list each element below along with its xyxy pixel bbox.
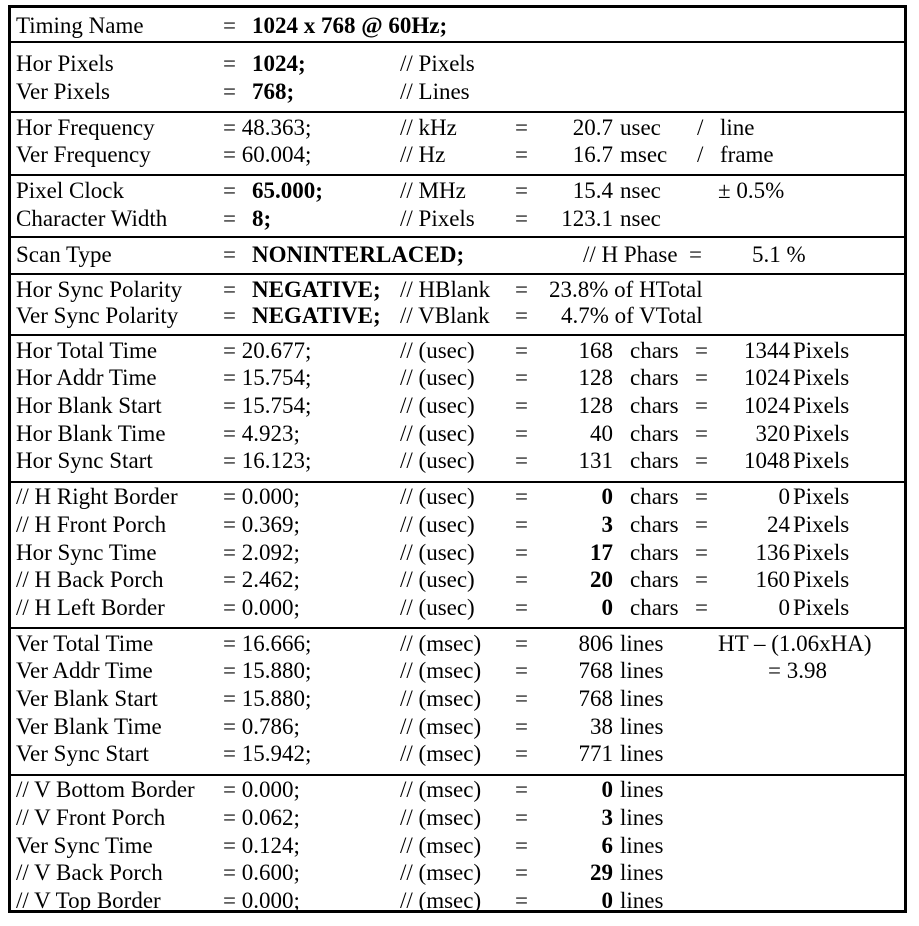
pixels-value: 1024 [744, 365, 790, 390]
equals-sign: = [515, 484, 528, 509]
equals-sign: = [515, 658, 528, 683]
ver-note-line1: HT – (1.06xHA) [718, 631, 872, 656]
row-label: Ver Sync Polarity [16, 303, 179, 328]
equals-sign: = [515, 206, 528, 231]
row-comment: // HBlank [400, 277, 491, 302]
row-value: NEGATIVE; [252, 303, 381, 328]
h-phase-value: 5.1 % [752, 242, 806, 267]
chars-unit: chars [630, 484, 679, 509]
hor-timing-row [0, 337, 919, 365]
chars-value: 0 [601, 484, 613, 509]
row-comment: // Hz [400, 142, 446, 167]
equals-sign: = [515, 303, 528, 328]
timing-name-value: 1024 x 768 @ 60Hz; [252, 13, 448, 38]
equals-sign: = [695, 393, 708, 418]
row-comment: // Lines [400, 79, 470, 104]
row-label: // V Front Porch [16, 805, 166, 830]
row-comment: // (msec) [400, 805, 482, 830]
row-comment: // (msec) [400, 686, 482, 711]
equals-sign: = [515, 540, 528, 565]
ver-detail-row [0, 887, 919, 915]
ver-detail-row [0, 804, 919, 832]
period-value: 15.4 [572, 178, 613, 203]
equals-sign: = [515, 860, 528, 885]
row-comment: // (msec) [400, 714, 482, 739]
row-comment: // kHz [400, 115, 457, 140]
tolerance: ± 0.5% [718, 178, 785, 203]
equals-sign: = [223, 79, 236, 104]
chars-unit: chars [630, 595, 679, 620]
lines-value: 0 [601, 888, 613, 913]
row-comment: // (usec) [400, 393, 475, 418]
chars-value: 128 [578, 393, 613, 418]
divider [8, 174, 907, 176]
row-value: 65.000; [252, 178, 323, 203]
equals-sign: = [695, 338, 708, 363]
equals-sign: = [223, 277, 236, 302]
divider [8, 111, 907, 113]
hor-detail-row [0, 483, 919, 511]
hor-detail-row [0, 511, 919, 539]
slash: / [697, 142, 704, 167]
row-value: = 0.000; [223, 777, 300, 802]
divider [8, 334, 907, 336]
row-label: Hor Total Time [16, 338, 158, 363]
row-label: // V Bottom Border [16, 777, 195, 802]
equals-sign: = [515, 115, 528, 140]
timing-name-row [0, 12, 919, 40]
row-value: = 0.600; [223, 860, 300, 885]
pixel-clock-row [0, 177, 919, 205]
equals-sign: = [515, 631, 528, 656]
equals-sign: = [515, 393, 528, 418]
row-label: Character Width [16, 206, 168, 231]
row-comment: // VBlank [400, 303, 490, 328]
row-label: // V Top Border [16, 888, 161, 913]
period-value: 16.7 [572, 142, 613, 167]
chars-value: 168 [578, 338, 613, 363]
row-comment: // Pixels [400, 206, 475, 231]
row-label: // H Front Porch [16, 512, 167, 537]
row-value: = 2.092; [223, 540, 300, 565]
row-label: Ver Pixels [16, 79, 110, 104]
row-label: Pixel Clock [16, 178, 124, 203]
equals-sign: = [223, 303, 236, 328]
equals-sign: = [515, 833, 528, 858]
ver-sync-polarity-row [0, 302, 919, 330]
equals-sign: = [695, 595, 708, 620]
equals-sign: = [515, 714, 528, 739]
ver-detail-row [0, 832, 919, 860]
ver-detail-row [0, 776, 919, 804]
row-value: = 0.000; [223, 484, 300, 509]
period-unit: nsec [620, 178, 661, 203]
row-label: Hor Sync Polarity [16, 277, 183, 302]
divider [8, 273, 907, 275]
character-width-row [0, 205, 919, 233]
equals-sign: = [695, 365, 708, 390]
row-label: Hor Sync Time [16, 540, 157, 565]
period-value: 123.1 [561, 206, 613, 231]
h-phase-label: // H Phase = [583, 242, 703, 267]
row-label: Ver Sync Start [16, 741, 149, 766]
equals-sign: = [515, 448, 528, 473]
period-unit: usec [620, 115, 661, 140]
row-value: = 0.124; [223, 833, 300, 858]
blank-percent: 4.7% of VTotal [561, 303, 703, 328]
row-comment: // (msec) [400, 888, 482, 913]
equals-sign: = [223, 242, 236, 267]
row-label: Scan Type [16, 242, 112, 267]
hor-detail-row [0, 539, 919, 567]
chars-unit: chars [630, 421, 679, 446]
chars-unit: chars [630, 567, 679, 592]
chars-value: 17 [590, 540, 613, 565]
equals-sign: = [695, 421, 708, 446]
lines-value: 3 [601, 805, 613, 830]
row-value: = 0.000; [223, 595, 300, 620]
row-comment: // (usec) [400, 512, 475, 537]
lines-value: 768 [578, 658, 613, 683]
lines-unit: lines [620, 777, 664, 802]
divider [8, 41, 907, 43]
ver-timing-row [0, 685, 919, 713]
equals-sign: = [223, 51, 236, 76]
ver-frequency-row [0, 141, 919, 169]
pixels-unit: Pixels [793, 567, 850, 592]
equals-sign: = [695, 567, 708, 592]
equals-sign: = [515, 178, 528, 203]
pixels-value: 0 [778, 595, 790, 620]
equals-sign: = [223, 178, 236, 203]
equals-sign: = [515, 365, 528, 390]
row-value: = 0.000; [223, 888, 300, 913]
row-comment: // (msec) [400, 631, 482, 656]
period-value: 20.7 [572, 115, 613, 140]
pixels-unit: Pixels [793, 484, 850, 509]
lines-value: 768 [578, 686, 613, 711]
row-value: 768; [252, 79, 295, 104]
pixels-unit: Pixels [793, 421, 850, 446]
hor-pixels-row [0, 50, 919, 78]
ver-note-line2: = 3.98 [768, 658, 827, 683]
period-unit: msec [620, 142, 668, 167]
scan-type-row [0, 241, 919, 269]
lines-unit: lines [620, 833, 664, 858]
row-label: // H Right Border [16, 484, 178, 509]
row-value: = 20.677; [223, 338, 312, 363]
pixels-value: 1048 [744, 448, 790, 473]
chars-value: 128 [578, 365, 613, 390]
ver-timing-row [0, 713, 919, 741]
hor-timing-row [0, 420, 919, 448]
pixels-unit: Pixels [793, 448, 850, 473]
row-label: Ver Sync Time [16, 833, 153, 858]
lines-unit: lines [620, 741, 664, 766]
row-label: Hor Blank Time [16, 421, 166, 446]
lines-value: 29 [590, 860, 613, 885]
equals-sign: = [515, 338, 528, 363]
pixels-unit: Pixels [793, 595, 850, 620]
lines-unit: lines [620, 805, 664, 830]
row-value: = 0.369; [223, 512, 300, 537]
row-label: // V Back Porch [16, 860, 163, 885]
equals-sign: = [695, 448, 708, 473]
lines-unit: lines [620, 888, 664, 913]
row-comment: // MHz [400, 178, 466, 203]
period-unit: nsec [620, 206, 661, 231]
chars-unit: chars [630, 540, 679, 565]
row-comment: // (usec) [400, 338, 475, 363]
period-per: line [720, 115, 755, 140]
hor-timing-row [0, 447, 919, 475]
row-comment: // Pixels [400, 51, 475, 76]
row-label: // H Back Porch [16, 567, 164, 592]
row-value: 1024; [252, 51, 306, 76]
chars-value: 20 [590, 567, 613, 592]
equals-sign: = [515, 686, 528, 711]
row-label: Hor Addr Time [16, 365, 157, 390]
hor-timing-row [0, 364, 919, 392]
row-value: = 15.942; [223, 741, 312, 766]
row-value: = 4.923; [223, 421, 300, 446]
chars-unit: chars [630, 393, 679, 418]
lines-value: 6 [601, 833, 613, 858]
equals-sign: = [515, 277, 528, 302]
chars-unit: chars [630, 338, 679, 363]
blank-percent: 23.8% of HTotal [549, 277, 703, 302]
equals-sign: = [695, 484, 708, 509]
row-label: Ver Blank Start [16, 686, 158, 711]
equals-sign: = [695, 512, 708, 537]
hor-sync-polarity-row [0, 276, 919, 304]
pixels-value: 0 [778, 484, 790, 509]
row-comment: // (usec) [400, 421, 475, 446]
period-per: frame [720, 142, 774, 167]
row-value: 8; [252, 206, 272, 231]
hor-detail-row [0, 594, 919, 622]
row-comment: // (usec) [400, 365, 475, 390]
lines-unit: lines [620, 860, 664, 885]
chars-value: 0 [601, 595, 613, 620]
lines-value: 806 [578, 631, 613, 656]
row-comment: // (usec) [400, 567, 475, 592]
chars-unit: chars [630, 365, 679, 390]
equals-sign: = [223, 13, 236, 38]
row-label: Hor Blank Start [16, 393, 162, 418]
lines-unit: lines [620, 658, 664, 683]
pixels-value: 24 [767, 512, 790, 537]
divider [8, 236, 907, 238]
slash: / [697, 115, 704, 140]
lines-unit: lines [620, 686, 664, 711]
pixels-value: 1024 [744, 393, 790, 418]
chars-unit: chars [630, 512, 679, 537]
equals-sign: = [515, 888, 528, 913]
row-label: // H Left Border [16, 595, 165, 620]
row-comment: // (usec) [400, 484, 475, 509]
equals-sign: = [515, 142, 528, 167]
row-comment: // (msec) [400, 741, 482, 766]
row-comment: // (usec) [400, 540, 475, 565]
hor-frequency-row [0, 114, 919, 142]
pixels-value: 160 [755, 567, 790, 592]
equals-sign: = [695, 540, 708, 565]
hor-detail-row [0, 566, 919, 594]
ver-detail-row [0, 859, 919, 887]
chars-value: 131 [578, 448, 613, 473]
pixels-unit: Pixels [793, 393, 850, 418]
row-label: Hor Pixels [16, 51, 114, 76]
pixels-value: 320 [755, 421, 790, 446]
row-label: Ver Frequency [16, 142, 151, 167]
row-value: = 16.123; [223, 448, 312, 473]
row-label: Ver Addr Time [16, 658, 153, 683]
row-comment: // (msec) [400, 658, 482, 683]
row-comment: // (msec) [400, 833, 482, 858]
row-comment: // (usec) [400, 448, 475, 473]
row-value: = 2.462; [223, 567, 300, 592]
lines-value: 38 [590, 714, 613, 739]
row-value: NONINTERLACED; [252, 242, 465, 267]
row-comment: // (usec) [400, 595, 475, 620]
row-value: = 15.754; [223, 393, 312, 418]
ver-timing-row [0, 630, 919, 658]
equals-sign: = [515, 777, 528, 802]
row-comment: // (msec) [400, 777, 482, 802]
row-label: Hor Frequency [16, 115, 155, 140]
equals-sign: = [515, 805, 528, 830]
equals-sign: = [515, 595, 528, 620]
row-value: = 15.880; [223, 686, 312, 711]
row-value: = 0.786; [223, 714, 300, 739]
pixels-value: 1344 [744, 338, 790, 363]
equals-sign: = [515, 741, 528, 766]
row-value: = 0.062; [223, 805, 300, 830]
pixels-value: 136 [755, 540, 790, 565]
chars-unit: chars [630, 448, 679, 473]
row-value: = 48.363; [223, 115, 312, 140]
hor-timing-row [0, 392, 919, 420]
lines-unit: lines [620, 631, 664, 656]
equals-sign: = [223, 206, 236, 231]
chars-value: 40 [590, 421, 613, 446]
row-label: Ver Total Time [16, 631, 154, 656]
equals-sign: = [515, 421, 528, 446]
chars-value: 3 [601, 512, 613, 537]
equals-sign: = [515, 567, 528, 592]
lines-unit: lines [620, 714, 664, 739]
row-value: NEGATIVE; [252, 277, 381, 302]
ver-pixels-row [0, 78, 919, 106]
lines-value: 0 [601, 777, 613, 802]
row-value: = 60.004; [223, 142, 312, 167]
ver-timing-row [0, 740, 919, 768]
pixels-unit: Pixels [793, 512, 850, 537]
row-value: = 16.666; [223, 631, 312, 656]
ver-timing-row [0, 657, 919, 685]
lines-value: 771 [578, 741, 613, 766]
timing-name-label: Timing Name [16, 13, 144, 38]
pixels-unit: Pixels [793, 338, 850, 363]
divider [8, 627, 907, 629]
pixels-unit: Pixels [793, 365, 850, 390]
equals-sign: = [515, 512, 528, 537]
pixels-unit: Pixels [793, 540, 850, 565]
row-value: = 15.754; [223, 365, 312, 390]
row-value: = 15.880; [223, 658, 312, 683]
row-label: Ver Blank Time [16, 714, 162, 739]
row-comment: // (msec) [400, 860, 482, 885]
row-label: Hor Sync Start [16, 448, 153, 473]
